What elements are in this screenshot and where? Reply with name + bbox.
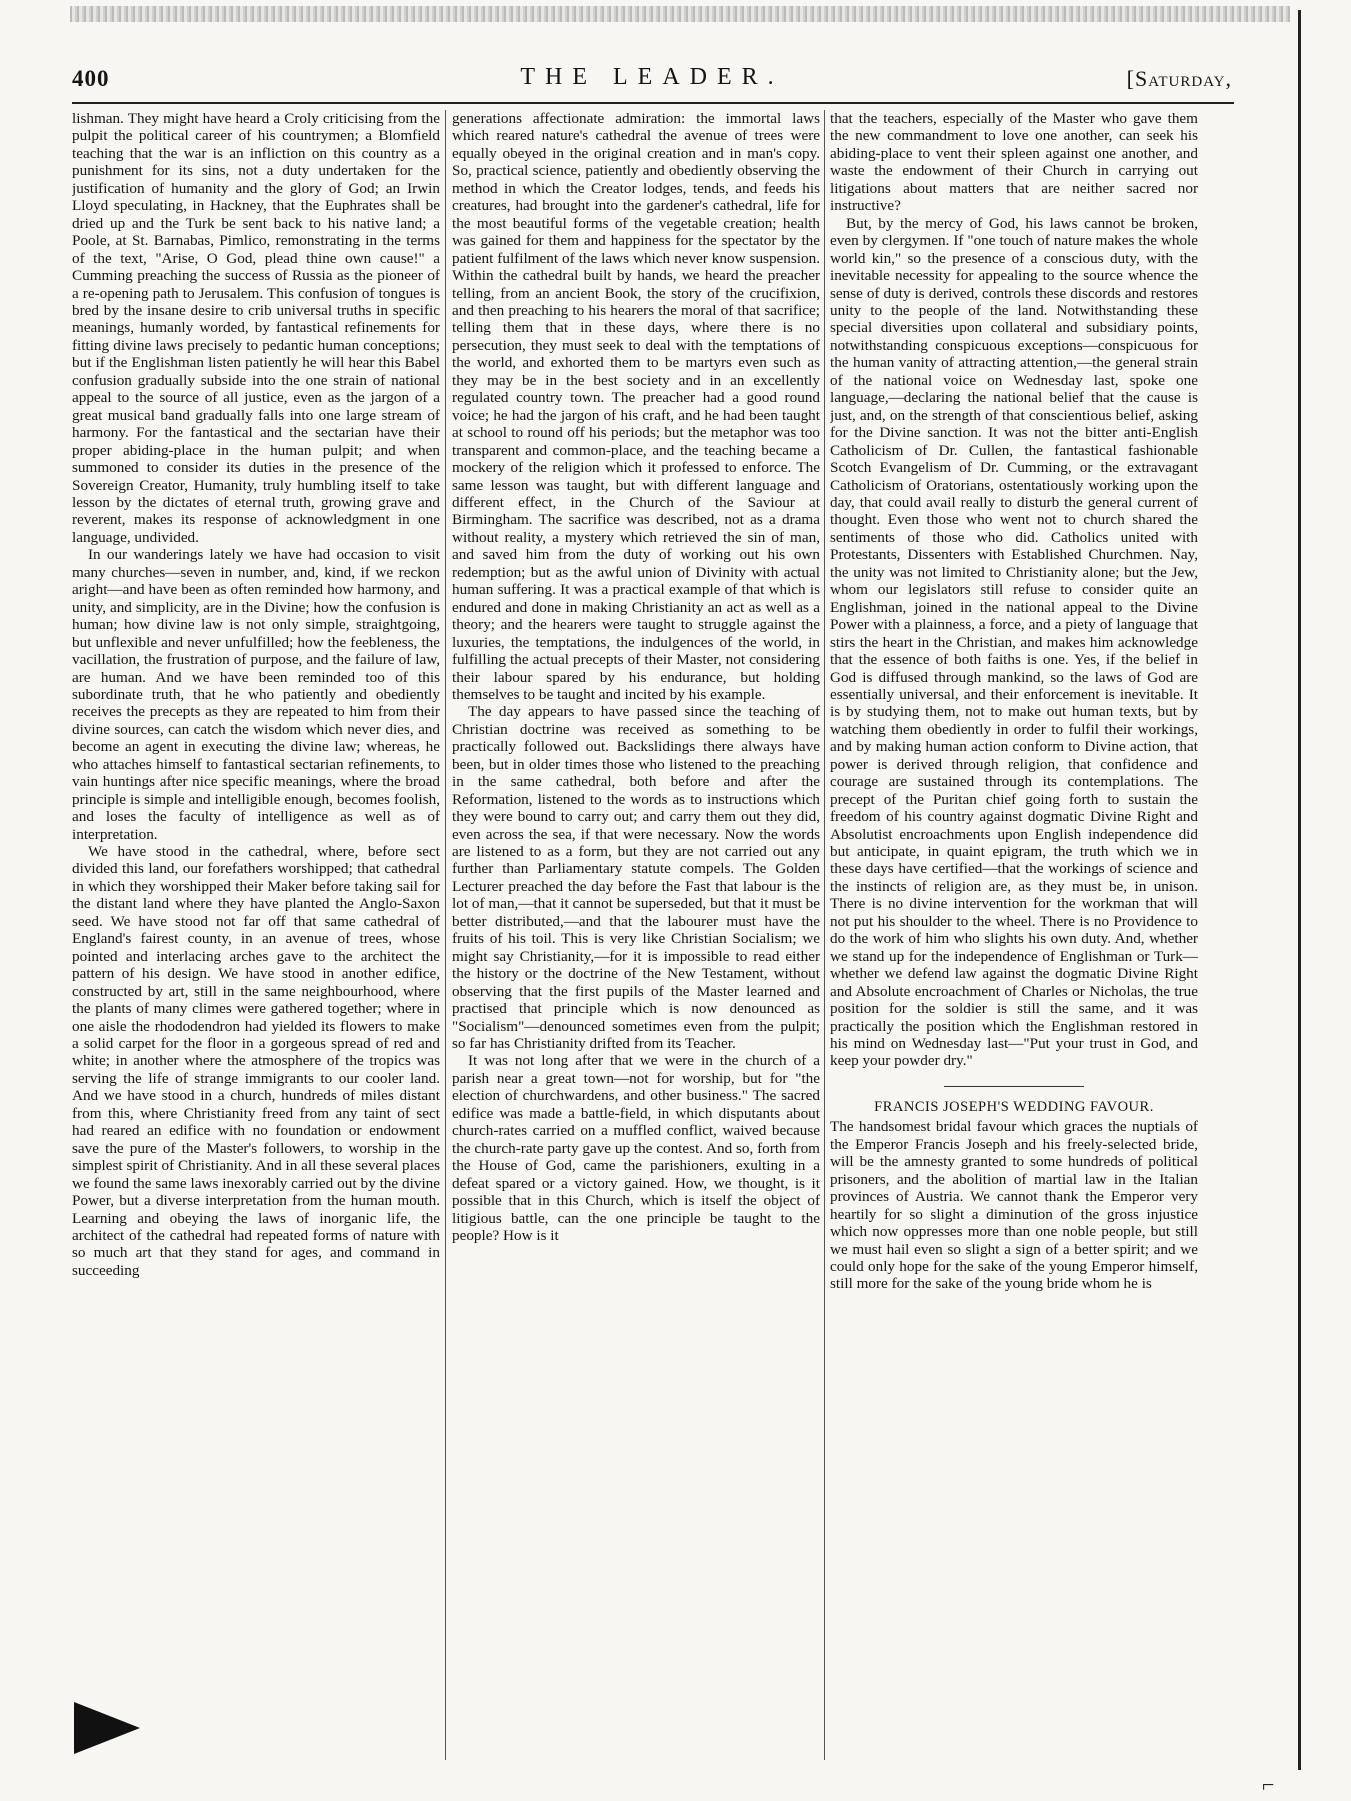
newspaper-title: THE LEADER. <box>520 64 784 90</box>
page-right-border <box>1298 10 1301 1770</box>
paragraph: that the teachers, especially of the Master who gave them the new commandment to love one another, can seek his abiding-place to vent their spleen against one another, and waste the endowment of their Church in carrying out litigations about matters that are neither sacred nor instructive? <box>830 110 1198 215</box>
paragraph: But, by the mercy of God, his laws cannot be broken, even by clergymen. If "one touch of nature makes the whole world kin," so the presence of a conscious duty, with the inevitable necessity for appealing to the source whence the sense of duty is derived, controls these discords and restores unity to the people of the land. Notwithstanding these special diversities upon collateral and subsidiary points, notwithstanding conspicuous exceptions—conspicuous for the human vanity of attracting attention,—the general strain of the national voice on Wednesday last, spoke one language,—declaring the national belief that the cause is just, and, on the strength of that conscientious belief, asking for the Divine sanction. It was not the bitter anti-English Catholicism of Dr. Cullen, the fantastical fashionable Scotch Evangelism of Dr. Cumming, or the extravagant Catholicism of Oratorians, ostentatiously working upon the day, that could avail really to disturb the general current of thought. Even those who went not to church shared the sentiments of those who did. Catholics united with Protestants, Dissenters with Established Churchmen. Nay, the unity was not limited to Christianity alone; but the Jew, whom our legislators still refuse to consider quite an Englishman, joined in the national appeal to the Divine Power with a plainness, a force, and a piety of language that stirs the heart in the Christian, and makes him acknowledge that the essence of both faiths is one. Yes, if the belief in God is diffused through mankind, so the laws of God are essentially universal, and their enforcement is inevitable. It is by studying them, not to make out human texts, but by watching them obediently in order to fulfil their workings, and by making human action conform to Divine action, that power is derived through religion, that confidence and courage are sustained through its contemplations. The precept of the Puritan chief going forth to sustain the freedom of his country against dogmatic Divine Right and Absolutist encroachments upon English independence did but anticipate, in quaint epigram, the truth which we in these days have certified—that the workings of science and the instincts of religion are, as they must be, in unison. There is no divine intervention for the workman that will not put his shoulder to the wheel. There is no Providence to do the work of him who slights his own duty. And, whether we stand up for the independence of Englishman or Turk—whether we defend law against the dogmatic Divine Right and Absolute encroachment of Charles or Nicholas, the true position for the soldier is still the same, and it was practically the position which the Englishman restored in his mind on Wednesday last—"Put your trust in God, and keep your powder dry." <box>830 214 1198 1070</box>
header-rule <box>72 102 1234 104</box>
paragraph: It was not long after that we were in the church of a parish near a great town—not for worship, but for "the election of churchwardens, and other business." The sacred edifice was made a battle-field, in which disputants about church-rates carried on a muffled conflict, waived because the church-rate party gave up the contest. And so, forth from the House of God, came the parishioners, exulting in a defeat spared or a victory gained. How, we thought, is it possible that in this Church, which is itself the object of litigious battle, can the one principle be taught to the people? How is it <box>452 1052 820 1244</box>
column-2 <box>452 110 820 1765</box>
paragraph: The day appears to have passed since the teaching of Christian doctrine was received as something to be practically followed out. Backslidings there always have been, but in older times those who listened to the preaching in the same cathedral, both before and after the Reformation, listened to the words as to instructions which they were bound to carry out; and carry them out they did, even across the sea, if that were necessary. Now the words are listened to as a form, but they are not carried out any further than Parliamentary statute compels. The Golden Lecturer preached the day before the Fast that labour is the lot of man,—that it cannot be superseded, but that it must be better distributed,—and that the labourer must have the fruits of his toil. This is very like Christian Socialism; we might say Christianity,—for it is impossible to read either the history or the doctrine of the New Testament, without observing that the first pupils of the Master learned and practised that principle which is now denounced as "Socialism"—denounced sometimes even from the pulpit; so far has Christianity drifted from its Teacher. <box>452 703 820 1053</box>
column-divider <box>824 110 825 1760</box>
page-top-edge <box>70 6 1290 22</box>
issue-day: [Saturday, <box>1126 66 1232 91</box>
scan-corner-mark: ⌐ <box>1262 1772 1275 1797</box>
paragraph: We have stood in the cathedral, where, before sect divided this land, our forefathers worshipped; that cathedral in which they worshipped their Maker before taking sail for the distant land where they have planted the Anglo-Saxon seed. We have stood not far off that same cathedral of England's fairest county, in an avenue of trees, whose pointed and interlacing arches gave to the architect the pattern of his design. We have stood in another edifice, constructed by art, still in the same neighbourhood, where the plants of many climes were gathered together; where in one aisle the rhododendron had yielded its flowers to make a solid carpet for the floor in a gorgeous spread of red and white; in another where the atmosphere of the tropics was serving the life of strange immigrants to our cooler land. And we have stood in a church, hundreds of miles distant from this, where Christianity freed from any taint of sect had reared an edifice with no foundation or endowment save the pure of the Master's followers, to worship in the simplest spirit of Christianity. And in all these several places we found the same laws inexorably carried out by the divine Power, but a diverse interpretation from the human mouth. Learning and obeying the laws of inorganic life, the architect of the cathedral had repeated forms of nature with so much art that they stand for ages, and command in succeeding <box>72 843 440 1279</box>
article-heading: FRANCIS JOSEPH'S WEDDING FAVOUR. <box>874 1098 1154 1115</box>
paragraph: In our wanderings lately we have had occasion to visit many churches—seven in number, and, kind, if we reckon aright—and have been as often reminded how harmony, and unity, and simplicity, are in the Divine; how the confusion is human; how divine law is not only simple, straightgoing, but unflexible and never unfulfilled; how the feebleness, the vacillation, the frustration of purpose, and the failure of law, are human. And we have been reminded too of this subordinate truth, that he who patiently and obediently receives the precepts as they are repeated to him from their divine sources, can catch the wisdom which never dies, and become an agent in executing the divine law; whereas, he who attaches himself to fantastical sectarian refinements, to vain huntings after nice specific meanings, where the broad principle is simple and intelligible enough, becomes foolish, and loses the faculty of intelligence as well as of interpretation. <box>72 546 440 843</box>
page-header <box>72 62 1232 98</box>
paragraph: The handsomest bridal favour which graces the nuptials of the Emperor Francis Joseph and his freely-selected bride, will be the amnesty granted to some hundreds of political prisoners, and the abolition of martial law in the Italian provinces of Austria. We cannot thank the Emperor very heartily for so slight a diminution of the gross injustice which now oppresses more than one noble people, but still we must hail even so slight a sign of a better spirit; and we could only hope for the sake of the young Emperor himself, still more for the sake of the young bride whom he is <box>830 1118 1198 1293</box>
column-1 <box>72 110 440 1765</box>
section-separator <box>944 1086 1084 1087</box>
paragraph: lishman. They might have heard a Croly criticising from the pulpit the political career of his countrymen; a Blomfield teaching that the war is an infliction on this country as a punishment for its sins, not a duty undertaken for the justification of humanity and the glory of God; an Irwin Lloyd speculating, in Hackney, that the Euphrates shall be dried up and the Turk be sent back to his native land; a Poole, at St. Barnabas, Pimlico, remonstrating in the terms of the text, "Arise, O God, plead thine own cause!" a Cumming preaching the success of Russia as the pioneer of a re-opening path to Jerusalem. This confusion of tongues is bred by the insane desire to crib universal truths in specific meanings, humanly worded, by fantastical refinements for fitting divine laws precisely to pedantic human conceptions; but if the Englishman listen patiently he will hear this Babel confusion gradually subside into the one strain of national appeal to the source of all justice, even as the jargon of a great musical band gradually falls into one large stream of harmony. For the fantastical and the sectarian have their proper abiding-place in the human pulpit; and when summoned to consider its duties in the presence of the Sovereign Creator, Humanity, truly humbling itself to take lesson by the dictates of eternal truth, growing grave and reverent, makes its response of acknowledgment in one language, undivided. <box>72 110 440 546</box>
scan-registration-mark <box>74 1702 140 1754</box>
column-divider <box>445 110 446 1760</box>
page-number: 400 <box>72 66 110 91</box>
column-3 <box>830 110 1198 1765</box>
paragraph: generations affectionate admiration: the immortal laws which reared nature's cathedral the avenue of trees were equally obeyed in the original creation and in man's copy. So, practical science, patiently and obediently observing the method in which the Creator lodges, tends, and feeds his creatures, had brought into the gardener's cathedral, life for the most beautiful forms of the vegetable creation; health was gained for them and happiness for the spectator by the patient fulfilment of the laws which never know suspension. Within the cathedral built by hands, we heard the preacher telling, from an ancient Book, the story of the crucifixion, and then preaching to his hearers the moral of that sacrifice; telling them that in these days, where there is no persecution, they must seek to deal with the temptations of the world, and exhorted them to be martyrs even such as they may be in the best society and in an excellently regulated country town. The preacher had a good round voice; he had the jargon of his craft, and he had been taught at school to round off his periods; but the metaphor was too transparent and common-place, and the teaching became a mockery of the religion which it professed to enforce. The same lesson was taught, but with different language and different effect, in the Church of the Saviour at Birmingham. The sacrifice was described, not as a drama without reality, a mystery which retrieved the sin of man, and saved him from the duty of working out his own redemption; but as the awful union of Divinity with actual human suffering. It was a practical example of that which is endured and done in making Christianity an act as well as a theory; and the hearers were taught to struggle against the luxuries, the temptations, the indulgences of the world, in fulfilling the actual precepts of their Master, not considering their labour spared by his endurance, but holding themselves to be taught and incited by his example. <box>452 110 820 703</box>
